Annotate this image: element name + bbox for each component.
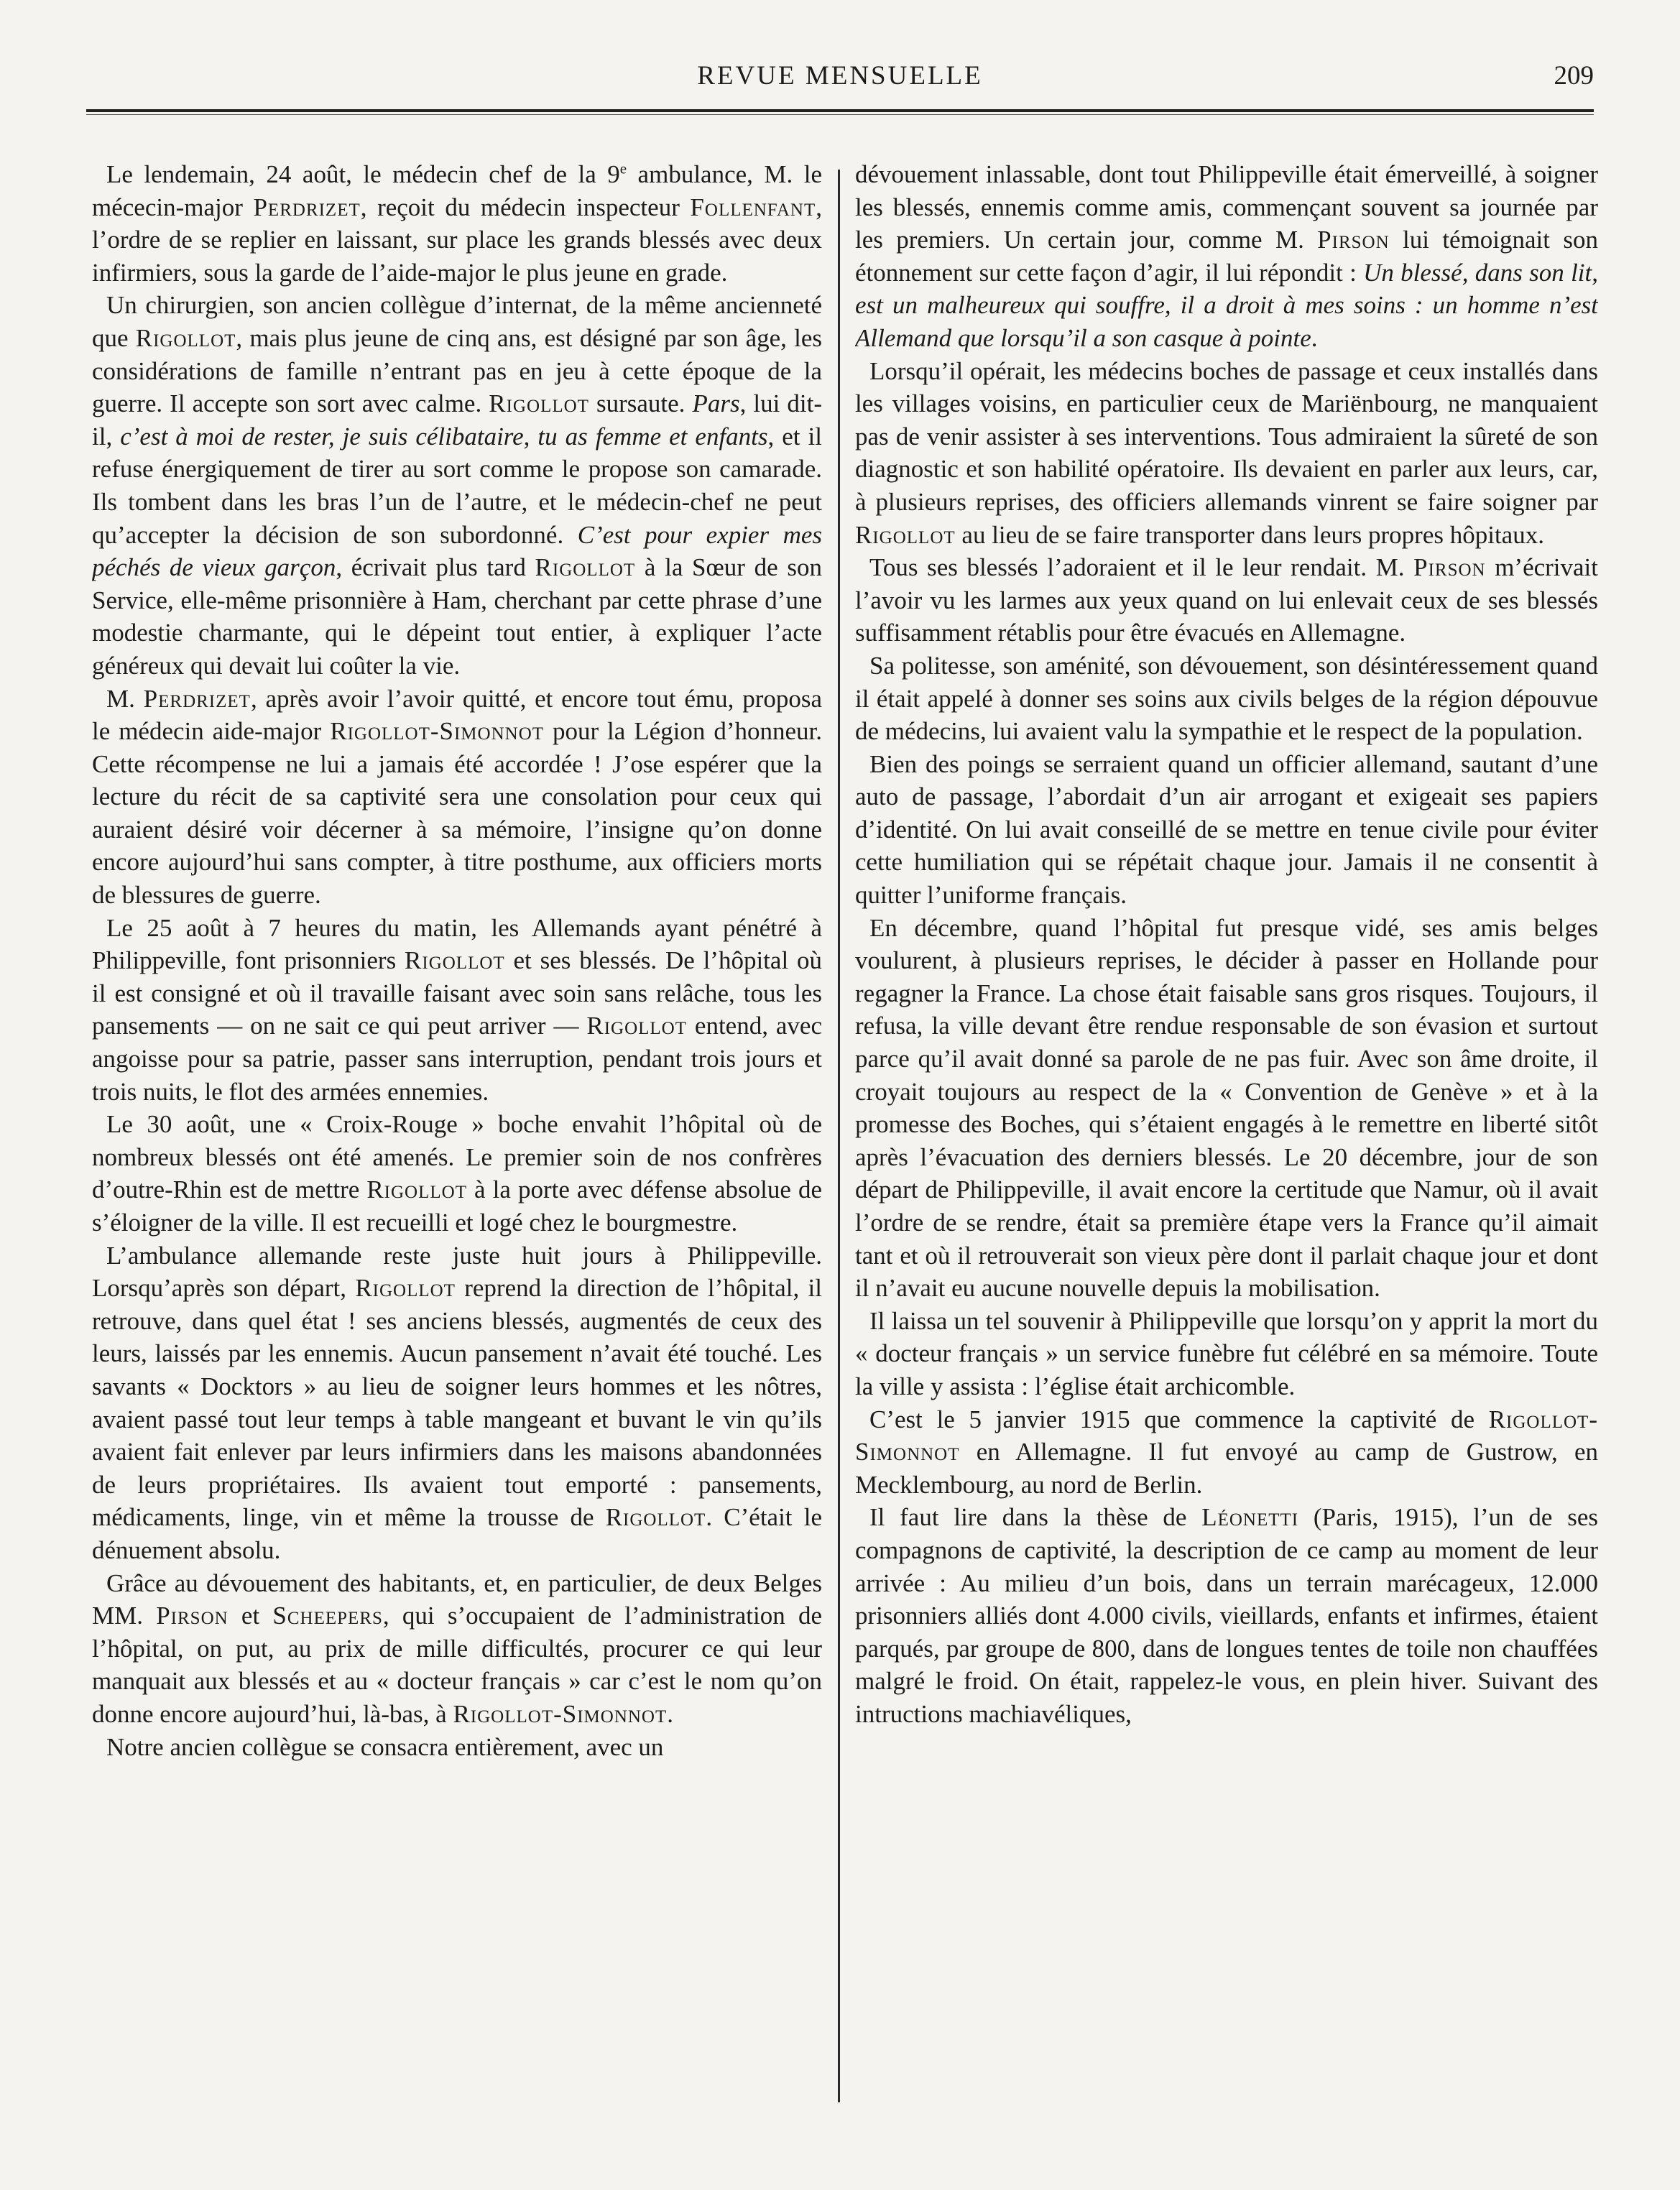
text-run: M.: [106, 684, 144, 713]
person-name: Rigollot: [535, 553, 636, 582]
page-number: 209: [1554, 61, 1594, 91]
person-name: Rigollot: [366, 1175, 467, 1204]
person-name: Rigollot: [605, 1503, 706, 1532]
superscript: e: [619, 160, 627, 177]
text-run: Bien des poings se serraient quand un officier allemand, sautant d’une auto de passage, l’abordait d’un air arrogant et exigeait ses papiers d’identité. On lui avait conseillé de se mettre en tenue civile pour éviter cette humiliation qui se répétait chaque jour. Jamais il ne consentit à quitter l’uniforme français.: [855, 749, 1598, 910]
paragraph: [92, 1567, 822, 1731]
column-divider: [838, 170, 840, 2102]
paragraph: [855, 1305, 1598, 1403]
italic-quote: C’est pour expier mes péchés de vieux garçon: [92, 520, 822, 582]
text-run: pour la Légion d’honneur. Cette récompense ne lui a jamais été accordée ! J’ose espérer que la lecture du récit de sa captivité sera une consolation pour ceux qui auraient désiré voir décerner à sa mémoire, l’insigne qu’on donne encore aujourd’hui sans compter, à titre posthume, aux officiers morts de blessures de guerre.: [92, 717, 822, 910]
text-run: dévouement inlassable, dont tout Philippeville était émerveillé, à soigner les blessés, ennemis comme amis, commençant souvent sa journée par les premiers. Un certain jour, comme M.: [855, 160, 1598, 254]
text-run: . C’était le dénuement absolu.: [92, 1503, 822, 1564]
paragraph: [92, 1239, 822, 1567]
text-run: L’ambulance allemande reste juste huit jours à Philippeville. Lorsqu’après son départ,: [92, 1241, 822, 1303]
paragraph: [92, 683, 822, 912]
italic-quote: c’est à moi de rester, je suis célibataire, tu as femme et enfants: [120, 422, 768, 451]
text-run: , lui dit-il,: [92, 389, 822, 451]
person-name: Pirson: [1413, 553, 1486, 582]
text-run: sursaute.: [589, 389, 693, 418]
text-run: à la porte avec défense absolue de s’éloigner de la ville. Il est recueilli et logé chez le bourgmestre.: [92, 1175, 822, 1237]
person-name: Rigollot: [135, 323, 236, 352]
text-run: et ses blessés. De l’hôpital où il est consigné et où il travaille faisant avec soin sans relâche, tous les pansements — on ne sait ce qui peut arriver —: [92, 946, 822, 1040]
text-run: entend, avec angoisse pour sa patrie, passer sans interruption, pendant trois jours et trois nuits, le flot des armées ennemies.: [92, 1012, 822, 1106]
text-run: et: [228, 1602, 273, 1630]
person-name: Rigollot: [489, 389, 589, 418]
text-run: Sa politesse, son aménité, son dévouement, son désintéressement quand il était appelé à donner ses soins aux civils belges de la région dépouvue de médecins, lui avaient valu la sympathie et le respect de la population.: [855, 651, 1598, 746]
person-name: Rigollot: [405, 946, 505, 975]
person-name: Rigollot: [355, 1274, 456, 1303]
paragraph: [92, 289, 822, 682]
column-left: [92, 158, 822, 2163]
text-run: , après avoir l’avoir quitté, et encore tout ému, proposa le médecin aide-major: [92, 684, 822, 746]
text-run: à la Sœur de son Service, elle-même prisonnière à Ham, cherchant par cette phrase d’une modestie charmante, qui le dépeint tout entier, à expliquer l’acte généreux qui devait lui coûter la vie.: [92, 553, 822, 680]
paragraph: [855, 748, 1598, 912]
text-run: Notre ancien collègue se consacra entièrement, avec un: [106, 1732, 664, 1761]
text-run: , écrivait plus tard: [336, 553, 535, 582]
text-run: (Paris, 1915), l’un de ses compagnons de captivité, la description de ce camp au moment de leur arrivée : Au milieu d’un bois, dans un terrain marécageux, 12.000 prisonniers alliés dont 4.000 civils, vieillards, enfants et infirmes, étaient parqués, par groupe de 800, dans de longues tentes de toile non chauffées malgré le froid. On était, rappelez-le vous, en plein hiver. Suivant des intructions machiavéliques,: [855, 1503, 1598, 1728]
paragraph: [92, 1108, 822, 1239]
italic-quote: Un blessé, dans son lit, est un malheureux qui souffre, il a droit à mes soins : un homme n’est Allemand que lorsqu’il a son casque à pointe: [855, 258, 1598, 352]
text-run: ambulance, M. le mécecin-major: [92, 160, 822, 221]
text-run: Le lendemain, 24 août, le médecin chef de la 9: [106, 160, 620, 188]
paragraph: [855, 158, 1598, 355]
running-title: REVUE MENSUELLE: [697, 61, 983, 91]
person-name: Scheepers: [272, 1602, 383, 1630]
person-name: Léonetti: [1201, 1503, 1299, 1532]
text-run: Un chirurgien, son ancien collègue d’internat, de la même ancienneté que: [92, 291, 822, 352]
header-rule: [86, 109, 1594, 115]
paragraph: [92, 1731, 822, 1764]
person-name: Pirson: [156, 1602, 229, 1630]
text-run: , qui s’occupaient de l’administration de l’hôpital, on put, au prix de mille difficultés, procurer ce qui leur manquait aux blessés et au « docteur français » car c’est le nom qu’on donne encore aujourd’hui, là-bas, à: [92, 1602, 822, 1728]
paragraph: [855, 1403, 1598, 1502]
person-name: Rigollot-Simonnot: [330, 717, 545, 746]
text-run: en Allemagne. Il fut envoyé au camp de Gustrow, en Mecklembourg, au nord de Berlin.: [855, 1438, 1598, 1499]
paragraph: [92, 158, 822, 289]
text-run: , reçoit du médecin inspecteur: [360, 193, 691, 221]
text-run: Lorsqu’il opérait, les médecins boches de passage et ceux installés dans les villages voisins, en particulier ceux de Mariënbourg, ne manquaient pas de venir assister à ses interventions. Tous admiraient la sûreté de son diagnostic et son habilité opératoire. Ils devaient en parler aux leurs, car, à plusieurs reprises, des officiers allemands vinrent se faire soigner par: [855, 356, 1598, 516]
paragraph: [855, 912, 1598, 1305]
person-name: Pirson: [1317, 226, 1390, 254]
text-run: lui témoignait son étonnement sur cette façon d’agir, il lui répondit :: [855, 226, 1598, 287]
paragraph: [855, 650, 1598, 748]
person-name: Follenfant: [690, 193, 816, 221]
italic-quote: Pars: [692, 389, 740, 418]
text-run: au lieu de se faire transporter dans leurs propres hôpitaux.: [955, 520, 1544, 549]
text-run: En décembre, quand l’hôpital fut presque vidé, ses amis belges voulurent, à plusieurs reprises, le décider à passer en Hollande pour regagner la France. La chose était faisable sans gros risques. Toujours, il refusa, la ville devant être rendue responsable de son évasion et surtout parce qu’il avait donné sa parole de ne pas fuir. Avec son âme droite, il croyait toujours au respect de la « Convention de Genève » et à la promesse des Boches, qui s’étaient engagés à le remettre en liberté sitôt après l’évacuation des derniers blessés. Le 20 décembre, jour de son départ de Philippeville, il avait encore la certitude que Namur, où il avait l’ordre de se rendre, était sa première étape vers la France qu’il aimait tant et où il retrouverait son vieux père dont il parlait chaque jour et dont il n’avait eu aucune nouvelle depuis la mobilisation.: [855, 913, 1598, 1303]
column-right: [855, 158, 1598, 2163]
text-run: .: [1311, 323, 1318, 352]
paragraph: [855, 1501, 1598, 1730]
person-name: Rigollot: [586, 1012, 688, 1040]
paragraph: [92, 912, 822, 1109]
person-name: Rigollot-Simonnot: [855, 1405, 1598, 1466]
text-run: m’écrivait l’avoir vu les larmes aux yeux quand on lui enlevait ceux de ses blessés suffisamment rétablis pour être évacués en Allemagne.: [855, 553, 1598, 647]
text-run: Le 30 août, une « Croix-Rouge » boche envahit l’hôpital où de nombreux blessés ont été amenés. Le premier soin de nos confrères d’outre-Rhin est de mettre: [92, 1110, 822, 1204]
text-run: Il laissa un tel souvenir à Philippeville que lorsqu’on y apprit la mort du « docteur français » un service funèbre fut célébré en sa mémoire. Toute la ville y assista : l’église était archicomble.: [855, 1306, 1598, 1400]
text-run: Grâce au dévouement des habitants, et, en particulier, de deux Belges MM.: [92, 1568, 822, 1630]
person-name: Rigollot: [855, 520, 956, 549]
paragraph: [855, 355, 1598, 552]
person-name: Perdrizet: [253, 193, 361, 221]
person-name: Rigollot-Simonnot: [453, 1699, 668, 1728]
running-head: [86, 60, 1594, 96]
person-name: Perdrizet: [143, 684, 251, 713]
text-run: , mais plus jeune de cinq ans, est désigné par son âge, les considérations de famille n’entrant pas en jeu à cette époque de la guerre. Il accepte son sort avec calme.: [92, 323, 822, 418]
text-run: , l’ordre de se replier en laissant, sur place les grands blessés avec deux infirmiers, sous la garde de l’aide-major le plus jeune en grade.: [92, 193, 822, 287]
text-run: Le 25 août à 7 heures du matin, les Allemands ayant pénétré à Philippeville, font prisonniers: [92, 913, 822, 975]
paragraph: [855, 551, 1598, 650]
text-run: .: [667, 1699, 674, 1728]
text-run: Il faut lire dans la thèse de: [869, 1503, 1202, 1532]
text-run: reprend la direction de l’hôpital, il retrouve, dans quel état ! ses anciens blessés, augmentés de ceux des leurs, laissés par les ennemis. Aucun pansement n’avait été touché. Les savants « Docktors » au lieu de soigner leurs hommes et les nôtres, avaient passé tout leur temps à table mangeant et buvant le vin qu’ils avaient fait enlever par leurs infirmiers dans les maisons abandonnées de leurs propriétaires. Ils avaient tout emporté : pansements, médicaments, linge, vin et même la trousse de: [92, 1274, 822, 1532]
text-run: , et il refuse énergiquement de tirer au sort comme le propose son camarade. Ils tombent dans les bras l’un de l’autre, et le médecin-chef ne peut qu’accepter la décision de son subordonné.: [92, 422, 822, 549]
text-run: C’est le 5 janvier 1915 que commence la captivité de: [869, 1405, 1489, 1433]
text-run: Tous ses blessés l’adoraient et il le leur rendait. M.: [869, 553, 1414, 582]
